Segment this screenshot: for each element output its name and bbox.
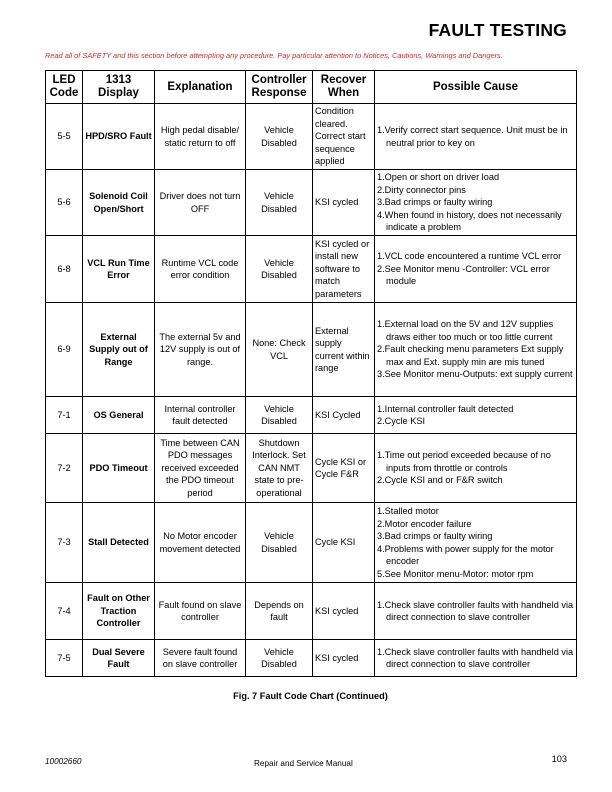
cause-item: 4.When found in history, does not necessarily indicate a problem (377, 209, 562, 233)
cause-item: 1.Check slave controller faults with handheld via direct connection to slave controller (377, 646, 574, 669)
cause-item: 1.VCL code encountered a runtime VCL error (377, 251, 562, 262)
fault-display: HPD/SRO Fault (83, 104, 155, 170)
figure-caption: Fig. 7 Fault Code Chart (Continued) (233, 691, 388, 701)
led-code: 7-2 (46, 434, 83, 503)
cause-item: 1.Verify correct start sequence. Unit must be in neutral prior to key on (377, 125, 568, 148)
recover-when: Cycle KSI (313, 503, 375, 583)
possible-cause (375, 583, 577, 640)
fault-explanation: Runtime VCL code error condition (155, 236, 246, 303)
cause-item: 1.Stalled motor (377, 506, 439, 516)
cause-item: 3.Bad crimps or faulty wiring (377, 197, 493, 208)
possible-cause (375, 503, 577, 583)
controller-response: Vehicle Disabled (246, 397, 313, 434)
header-cause: Possible Cause (375, 71, 577, 104)
possible-cause (375, 170, 577, 236)
cause-item: 2.Cycle KSI and or F&R switch (377, 475, 503, 486)
header-response: Controller Response (246, 71, 313, 104)
cause-item: 1.Open or short on driver load (377, 172, 500, 183)
possible-cause (375, 397, 577, 434)
cause-item: 2.Motor encoder failure (377, 518, 472, 529)
controller-response: Vehicle Disabled (246, 236, 313, 303)
fault-display: VCL Run Time Error (83, 236, 155, 303)
fault-display: Dual Severe Fault (83, 640, 155, 677)
fault-explanation: Severe fault found on slave controller (155, 640, 246, 677)
cause-item: 1.Time out period exceeded because of no inputs from throttle or controls (377, 450, 551, 473)
possible-cause (375, 104, 577, 170)
safety-note: Read all of SAFETY and this section before attempting any procedure. Pay particular attention to Notices, Cautions, Warnings and Dangers. (45, 51, 503, 60)
fault-explanation: Driver does not turn OFF (155, 170, 246, 236)
recover-when: External supply current within range (313, 303, 375, 397)
fault-explanation: Time between CAN PDO messages received exceeded the PDO timeout period (155, 434, 246, 503)
fault-explanation: High pedal disable/ static return to off (155, 104, 246, 170)
header-led-code: LED Code (46, 71, 83, 104)
fault-display: External Supply out of Range (83, 303, 155, 397)
fault-explanation: Fault found on slave controller (155, 583, 246, 640)
fault-display: PDO Timeout (83, 434, 155, 503)
table-row (46, 104, 577, 170)
led-code: 7-3 (46, 503, 83, 583)
table-row (46, 397, 577, 434)
recover-when: KSI cycled (313, 640, 375, 677)
table-row (46, 583, 577, 640)
fault-display: OS General (83, 397, 155, 434)
page-number: 103 (551, 754, 567, 764)
controller-response: Depends on fault (246, 583, 313, 640)
possible-cause (375, 640, 577, 677)
recover-when: KSI cycled (313, 170, 375, 236)
header-recover: Recover When (313, 71, 375, 104)
document-number: 10002660 (45, 757, 82, 766)
controller-response: Vehicle Disabled (246, 170, 313, 236)
cause-item: 3.Bad crimps or faulty wiring (377, 531, 493, 541)
recover-when: Cycle KSI or Cycle F&R (313, 434, 375, 503)
table-header-row (46, 71, 577, 104)
possible-cause (375, 236, 577, 303)
table-row (46, 503, 577, 583)
led-code: 7-5 (46, 640, 83, 677)
recover-when: KSI cycled (313, 583, 375, 640)
possible-cause (375, 303, 577, 397)
led-code: 5-5 (46, 104, 83, 170)
cause-item: 2.Fault checking menu parameters Ext supply max and Ext. supply min are mis tuned (377, 344, 564, 367)
table-row (46, 303, 577, 397)
header-display: 1313 Display (83, 71, 155, 104)
led-code: 6-9 (46, 303, 83, 397)
recover-when: Condition cleared. Correct start sequence applied (313, 104, 375, 170)
cause-item: 2.See Monitor menu -Controller: VCL error module (377, 263, 550, 287)
led-code: 7-1 (46, 397, 83, 434)
controller-response: None: Check VCL (246, 303, 313, 397)
fault-display: Fault on Other Traction Controller (83, 583, 155, 640)
led-code: 5-6 (46, 170, 83, 236)
cause-item: 5.See Monitor menu-Motor: motor rpm (377, 568, 534, 579)
page-title: FAULT TESTING (428, 20, 567, 40)
cause-item: 3.See Monitor menu-Outputs: ext supply current (377, 369, 573, 380)
fault-code-table (45, 70, 577, 677)
cause-item: 4.Problems with power supply for the motor encoder (377, 543, 554, 566)
controller-response: Vehicle Disabled (246, 640, 313, 677)
manual-title: Repair and Service Manual (254, 759, 353, 768)
cause-item: 1.External load on the 5V and 12V supplies draws either too much or too little current (377, 319, 554, 342)
header-explanation: Explanation (155, 71, 246, 104)
cause-item: 1.Internal controller fault detected (377, 403, 514, 414)
fault-display: Solenoid Coil Open/Short (83, 170, 155, 236)
table-row (46, 236, 577, 303)
led-code: 7-4 (46, 583, 83, 640)
controller-response: Vehicle Disabled (246, 104, 313, 170)
possible-cause (375, 434, 577, 503)
fault-display: Stall Detected (83, 503, 155, 583)
fault-explanation: Internal controller fault detected (155, 397, 246, 434)
table-row (46, 434, 577, 503)
controller-response: Shutdown Interlock. Set CAN NMT state to pre-operational (246, 434, 313, 503)
recover-when: KSI cycled or install new software to match parameters (313, 236, 375, 303)
cause-item: 2.Dirty connector pins (377, 184, 466, 195)
cause-item: 2.Cycle KSI (377, 416, 425, 426)
recover-when: KSI Cycled (313, 397, 375, 434)
fault-explanation: The external 5v and 12V supply is out of range. (155, 303, 246, 397)
fault-explanation: No Motor encoder movement detected (155, 503, 246, 583)
table-row (46, 640, 577, 677)
controller-response: Vehicle Disabled (246, 503, 313, 583)
cause-item: 1.Check slave controller faults with handheld via direct connection to slave controller (377, 599, 574, 622)
led-code: 6-8 (46, 236, 83, 303)
table-row (46, 170, 577, 236)
